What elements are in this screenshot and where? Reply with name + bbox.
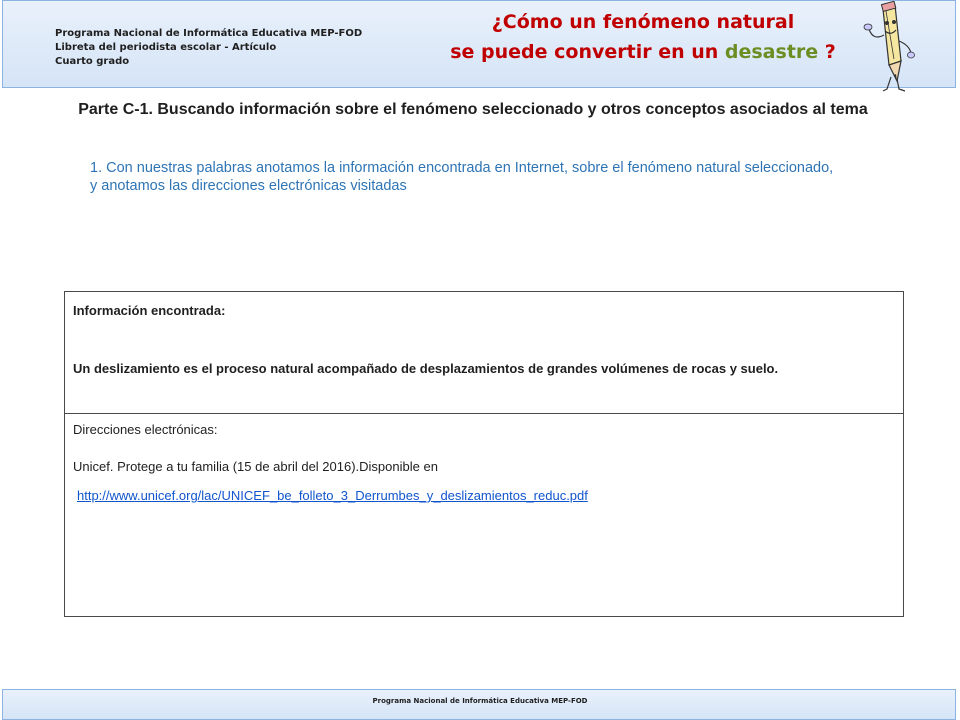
instruction-line-1: 1. Con nuestras palabras anotamos la información encontrada en Internet, sobre el fenómeno natural seleccionado, bbox=[90, 160, 834, 176]
grade-level: Cuarto grado bbox=[55, 56, 130, 67]
reference-text: Unicef. Protege a tu familia (15 de abril del 2016).Disponible en bbox=[73, 459, 438, 474]
unicef-pdf-link[interactable]: http://www.unicef.org/lac/UNICEF_be_folleto_3_Derrumbes_y_deslizamientos_reduc.pdf bbox=[77, 488, 588, 503]
footer-banner bbox=[2, 689, 956, 720]
instruction-line-2: y anotamos las direcciones electrónicas visitadas bbox=[90, 178, 407, 194]
addresses-cell bbox=[65, 414, 903, 616]
notebook-name: Libreta del periodista escolar - Artículo bbox=[55, 42, 277, 53]
pencil-character-icon bbox=[861, 1, 917, 93]
section-subtitle: Parte C-1. Buscando información sobre el fenómeno seleccionado y otros conceptos asociados al tema bbox=[78, 101, 868, 118]
title-line-2-start: se puede convertir en un bbox=[450, 41, 725, 63]
page-title bbox=[423, 7, 863, 67]
info-found-text: Un deslizamiento es el proceso natural acompañado de desplazamientos de grandes volúmenes de rocas y suelo. bbox=[73, 361, 779, 376]
footer-text: Programa Nacional de Informática Educativa MEP-FOD bbox=[372, 697, 588, 705]
program-info bbox=[55, 27, 362, 69]
info-found-cell bbox=[65, 292, 903, 414]
instruction-text bbox=[90, 159, 856, 195]
header-banner bbox=[2, 0, 956, 88]
title-line-1: ¿Cómo un fenómeno natural bbox=[491, 11, 795, 33]
program-name: Programa Nacional de Informática Educativa MEP-FOD bbox=[55, 28, 363, 39]
info-found-label: Información encontrada: bbox=[73, 303, 226, 318]
title-line-2-end: ? bbox=[818, 41, 836, 63]
info-table bbox=[64, 291, 904, 617]
addresses-label: Direcciones electrónicas: bbox=[73, 422, 218, 437]
title-accent-word: desastre bbox=[724, 41, 819, 63]
title-line-2 bbox=[423, 37, 863, 67]
